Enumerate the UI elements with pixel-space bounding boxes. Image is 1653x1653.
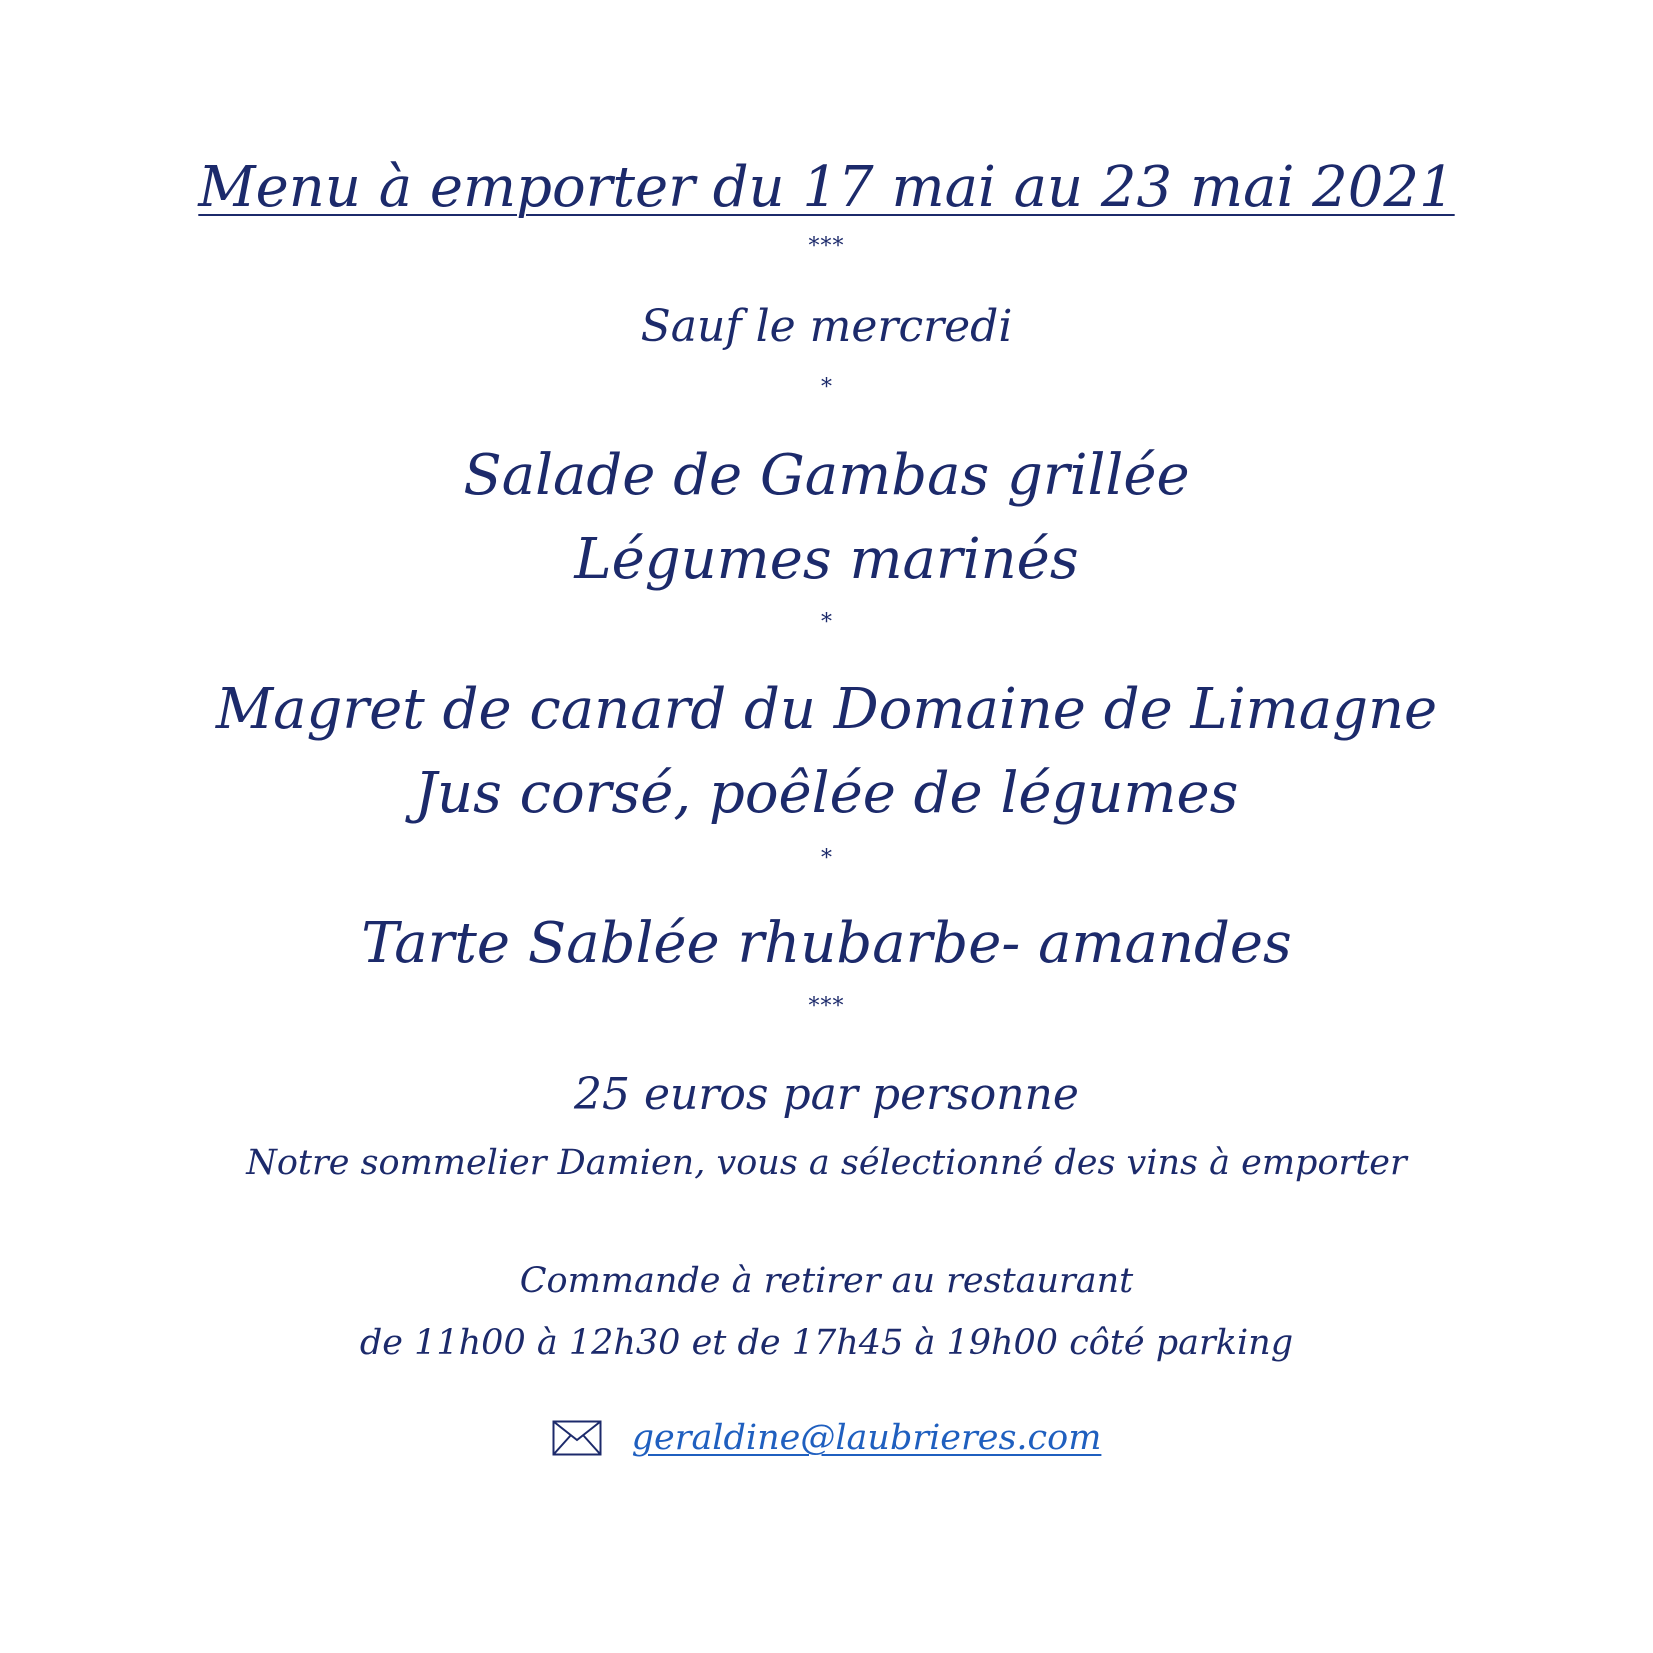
sommelier-note: Notre sommelier Damien, vous a sélectionné des vins à emporter: [246, 1143, 1407, 1183]
main-dish-name: Magret de canard du Domaine de Limagne: [215, 677, 1438, 742]
starter-dish-name: Salade de Gambas grillée: [463, 443, 1190, 508]
menu-title: Menu à emporter du 17 mai au 23 mai 2021: [198, 155, 1455, 220]
envelope-icon: [552, 1420, 602, 1456]
contact-row: [0, 1418, 1653, 1458]
menu-price: 25 euros par personne: [574, 1069, 1079, 1120]
pickup-location: Commande à retirer au restaurant: [519, 1261, 1134, 1301]
email-link[interactable]: geraldine@laubrieres.com: [631, 1418, 1102, 1458]
pickup-hours: de 11h00 à 12h30 et de 17h45 à 19h00 côté parking: [359, 1323, 1294, 1363]
main-dish-detail: Jus corsé, poêlée de légumes: [414, 761, 1239, 826]
closed-day-note: Sauf le mercredi: [640, 301, 1013, 352]
separator-after-main: *: [821, 846, 832, 871]
separator-top: ***: [808, 234, 845, 259]
separator-bottom: ***: [808, 994, 845, 1019]
separator-after-closed-note: *: [821, 375, 832, 400]
dessert-name: Tarte Sablée rhubarbe- amandes: [361, 911, 1292, 976]
separator-after-starter: *: [821, 610, 832, 635]
starter-dish-detail: Légumes marinés: [574, 527, 1079, 592]
